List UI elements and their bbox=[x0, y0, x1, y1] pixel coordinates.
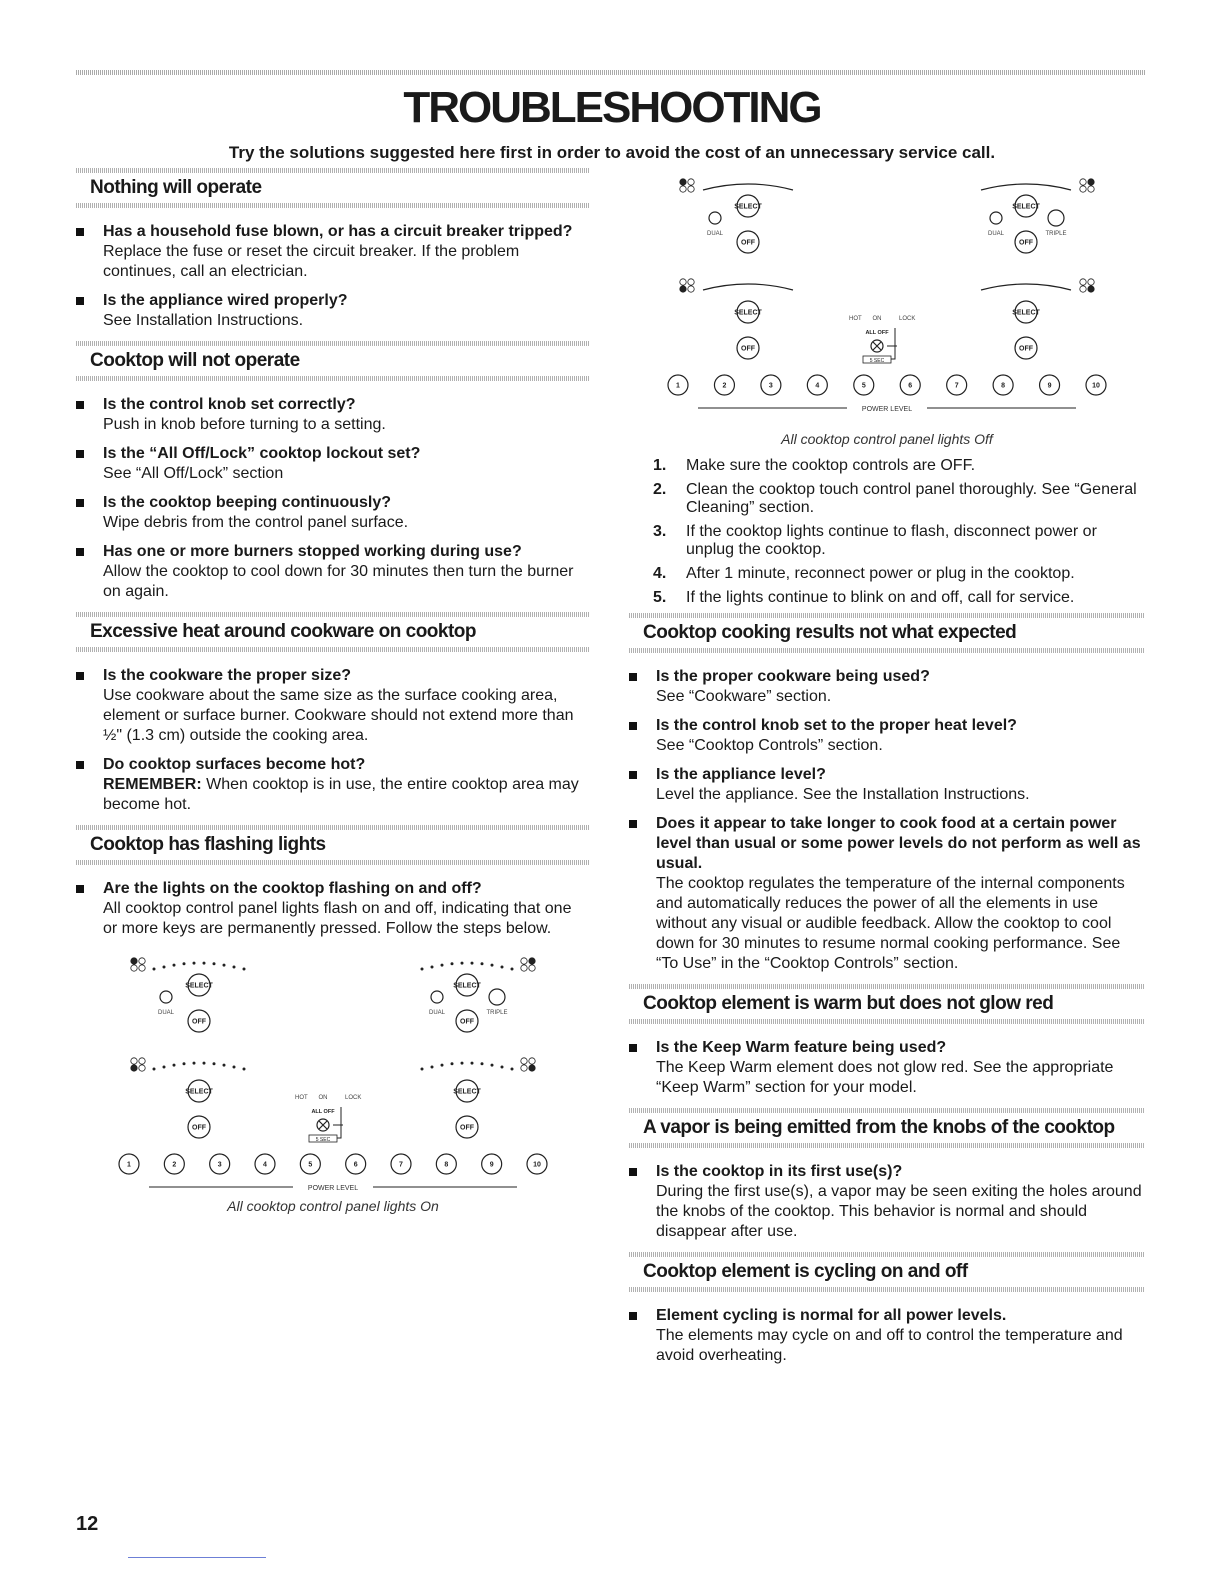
power-level-label: POWER LEVEL bbox=[307, 1185, 359, 1192]
section-excessive-heat bbox=[76, 612, 590, 815]
light-dot bbox=[203, 962, 206, 965]
all-off-label: ALL OFF bbox=[865, 330, 889, 336]
burner-indicator-icon bbox=[131, 1058, 145, 1071]
light-dot bbox=[153, 1068, 156, 1071]
light-dot bbox=[203, 1062, 206, 1065]
off-button-label: OFF bbox=[460, 1124, 474, 1132]
power-level-button-label: 2 bbox=[172, 1161, 177, 1169]
lock-label: LOCK bbox=[345, 1095, 362, 1101]
burner-dot bbox=[1088, 186, 1094, 192]
burner-dot bbox=[688, 279, 694, 285]
power-level-button-label: 8 bbox=[1001, 382, 1006, 390]
light-dot bbox=[243, 1068, 246, 1071]
section-cooktop-will-not-operate bbox=[76, 341, 590, 602]
list-item: Do cooktop surfaces become hot? REMEMBER: When cooktop is in use, the entire cooktop area may become hot. bbox=[76, 755, 590, 815]
bullet-icon bbox=[629, 1312, 637, 1320]
light-dot bbox=[441, 1064, 444, 1067]
light-dot bbox=[421, 1068, 424, 1071]
burner-dot bbox=[688, 186, 694, 192]
control-panel-illustration bbox=[76, 949, 590, 1199]
light-dot bbox=[471, 962, 474, 965]
triple-label: TRIPLE bbox=[486, 1010, 508, 1016]
burner-dot bbox=[1080, 279, 1086, 285]
light-dot bbox=[193, 1062, 196, 1065]
light-dot bbox=[431, 965, 434, 968]
bullet-icon bbox=[629, 1168, 637, 1176]
burner-dot bbox=[1080, 286, 1086, 292]
hot-label: HOT bbox=[849, 316, 862, 322]
burner-dot bbox=[131, 1065, 137, 1071]
section-flashing-lights bbox=[76, 825, 590, 939]
select-button-label: SELECT bbox=[1012, 309, 1040, 317]
on-label: ON bbox=[318, 1095, 328, 1101]
burner-dot bbox=[1088, 279, 1094, 285]
power-level-button-label: 8 bbox=[444, 1161, 449, 1169]
bullet-icon bbox=[629, 673, 637, 681]
power-level-button-label: 2 bbox=[722, 382, 727, 390]
burner-indicator-icon bbox=[1080, 179, 1094, 192]
all-off-label: ALL OFF bbox=[311, 1109, 335, 1115]
lock-label: LOCK bbox=[899, 316, 916, 322]
list-item: Has a household fuse blown, or has a circuit breaker tripped? Replace the fuse or reset the circuit breaker. If the problem continues, call an electrician. bbox=[76, 222, 590, 282]
control-panel-diagram-lights-off bbox=[629, 170, 1145, 447]
diagram-caption: All cooktop control panel lights On bbox=[227, 1198, 439, 1214]
light-dot bbox=[163, 1065, 166, 1068]
select-button-label: SELECT bbox=[734, 309, 762, 317]
burner-dot bbox=[131, 958, 137, 964]
step-item: 3. If the cooktop lights continue to flash, disconnect power or unplug the cooktop. bbox=[653, 523, 1097, 558]
zone-arc bbox=[703, 284, 793, 290]
diagram-caption: All cooktop control panel lights Off bbox=[781, 431, 993, 447]
burner-dot bbox=[131, 965, 137, 971]
burner-dot bbox=[688, 286, 694, 292]
power-level-button-label: 10 bbox=[533, 1161, 541, 1169]
burner-dot bbox=[521, 1058, 527, 1064]
burner-indicator-icon bbox=[680, 179, 694, 192]
page-number: 12 bbox=[76, 1513, 99, 1535]
burner-dot bbox=[529, 958, 535, 964]
burner-dot bbox=[529, 1058, 535, 1064]
list-item: Is the cooktop in its first use(s)? During the first use(s), a vapor may be seen exiting the holes around the knobs of the cooktop. This behavior is normal and should disappear after use. bbox=[629, 1162, 1145, 1242]
right-column bbox=[629, 170, 1145, 1376]
control-panel-diagram-lights-on bbox=[76, 949, 590, 1214]
light-dot bbox=[213, 962, 216, 965]
bullet-icon bbox=[629, 771, 637, 779]
burner-dot bbox=[131, 1058, 137, 1064]
dual-button bbox=[431, 991, 443, 1003]
list-item: Is the cookware the proper size? Use cookware about the same size as the surface cooking area, element or surface burner. Cookware should not extend more than ½" (1.3 cm) outside the cooking area. bbox=[76, 666, 590, 746]
section-heading: Cooktop cooking results not what expected bbox=[643, 622, 1017, 643]
section-warm-no-glow bbox=[629, 984, 1145, 1098]
section-cycling bbox=[629, 1252, 1145, 1366]
list-item: Is the appliance level? Level the appliance. See the Installation Instructions. bbox=[629, 765, 1145, 805]
five-sec-label: 5 SEC bbox=[869, 358, 885, 364]
list-item: Is the proper cookware being used? See “Cookware” section. bbox=[629, 667, 1145, 707]
triple-button bbox=[489, 989, 505, 1005]
burner-dot bbox=[680, 286, 686, 292]
section-heading: Nothing will operate bbox=[90, 177, 262, 198]
bullet-icon bbox=[629, 722, 637, 730]
burner-dot bbox=[529, 1065, 535, 1071]
burner-dot bbox=[529, 965, 535, 971]
list-item: Are the lights on the cooktop flashing on and off? All cooktop control panel lights flash on and off, indicating that one or more keys are permanently pressed. Follow the steps below. bbox=[76, 879, 590, 939]
burner-dot bbox=[680, 179, 686, 185]
burner-dot bbox=[680, 279, 686, 285]
bullet-icon bbox=[76, 761, 84, 769]
light-dot bbox=[173, 964, 176, 967]
light-dot bbox=[461, 962, 464, 965]
light-dot bbox=[431, 1065, 434, 1068]
bullet-icon bbox=[76, 401, 84, 409]
light-dot bbox=[183, 1062, 186, 1065]
dual-button bbox=[709, 212, 721, 224]
step-item: 2. Clean the cooktop touch control panel thoroughly. See “General Cleaning” section. bbox=[653, 481, 1137, 516]
light-dot bbox=[183, 962, 186, 965]
light-dot bbox=[421, 968, 424, 971]
power-level-button-label: 5 bbox=[861, 382, 866, 390]
bullet-icon bbox=[76, 672, 84, 680]
burner-dot bbox=[139, 958, 145, 964]
light-dot bbox=[501, 965, 504, 968]
dual-label: DUAL bbox=[987, 231, 1005, 237]
power-level-button-label: 5 bbox=[308, 1161, 313, 1169]
bullet-icon bbox=[76, 297, 84, 305]
power-level-button-label: 7 bbox=[399, 1161, 403, 1169]
list-item: Is the control knob set to the proper heat level? See “Cooktop Controls” section. bbox=[629, 716, 1145, 756]
power-level-button-label: 1 bbox=[676, 382, 680, 390]
select-size-button-label: SELECT bbox=[734, 203, 762, 211]
page-title: TROUBLESHOOTING bbox=[403, 83, 821, 132]
control-panel-illustration bbox=[629, 170, 1145, 420]
light-dot bbox=[491, 1064, 494, 1067]
list-item: Is the control knob set correctly? Push in knob before turning to a setting. bbox=[76, 395, 590, 435]
bullet-icon bbox=[76, 885, 84, 893]
light-dot bbox=[461, 1062, 464, 1065]
burner-dot bbox=[1080, 179, 1086, 185]
light-dot bbox=[223, 1064, 226, 1067]
triple-label: TRIPLE bbox=[1045, 231, 1067, 237]
section-heading: A vapor is being emitted from the knobs of the cooktop bbox=[643, 1117, 1115, 1138]
dual-label: DUAL bbox=[157, 1010, 175, 1016]
step-item: 5. If the lights continue to blink on and off, call for service. bbox=[653, 589, 1075, 606]
select-button-label: SELECT bbox=[185, 1088, 213, 1096]
burner-indicator-icon bbox=[521, 1058, 535, 1071]
burner-dot bbox=[688, 179, 694, 185]
light-dot bbox=[243, 968, 246, 971]
light-dot bbox=[511, 968, 514, 971]
light-dot bbox=[451, 962, 454, 965]
step-list bbox=[653, 457, 1145, 607]
section-nothing-will-operate bbox=[76, 168, 590, 331]
select-size-button-label: SELECT bbox=[185, 982, 213, 990]
light-dot bbox=[153, 968, 156, 971]
off-button-label: OFF bbox=[1019, 239, 1033, 247]
burner-dot bbox=[139, 1058, 145, 1064]
zone-arc bbox=[981, 184, 1071, 190]
step-item: 4. After 1 minute, reconnect power or plug in the cooktop. bbox=[653, 565, 1075, 582]
burner-dot bbox=[1080, 186, 1086, 192]
light-dot bbox=[471, 1062, 474, 1065]
off-button-label: OFF bbox=[192, 1018, 206, 1026]
power-level-button-label: 10 bbox=[1092, 382, 1100, 390]
footer-rule bbox=[128, 1557, 266, 1558]
light-dot bbox=[441, 964, 444, 967]
dual-button bbox=[160, 991, 172, 1003]
off-button-label: OFF bbox=[192, 1124, 206, 1132]
power-level-button-label: 6 bbox=[353, 1161, 358, 1169]
burner-dot bbox=[521, 958, 527, 964]
section-heading: Cooktop has flashing lights bbox=[90, 834, 326, 855]
section-vapor bbox=[629, 1108, 1145, 1242]
remember-label: REMEMBER: bbox=[103, 776, 202, 793]
power-level-label: POWER LEVEL bbox=[861, 406, 913, 413]
zone-arc bbox=[981, 284, 1071, 290]
power-level-button-label: 9 bbox=[489, 1161, 494, 1169]
section-heading: Cooktop will not operate bbox=[90, 350, 300, 371]
light-dot bbox=[213, 1062, 216, 1065]
off-button-label: OFF bbox=[741, 345, 755, 353]
power-level-button-label: 4 bbox=[263, 1161, 267, 1169]
light-dot bbox=[173, 1064, 176, 1067]
off-button-label: OFF bbox=[741, 239, 755, 247]
on-label: ON bbox=[872, 316, 882, 322]
light-dot bbox=[193, 962, 196, 965]
power-level-button-label: 3 bbox=[217, 1161, 222, 1169]
bullet-icon bbox=[76, 499, 84, 507]
light-dot bbox=[223, 964, 226, 967]
triple-button bbox=[1048, 210, 1064, 226]
light-dot bbox=[511, 1068, 514, 1071]
section-heading: Cooktop element is warm but does not glow red bbox=[643, 993, 1054, 1014]
dual-button bbox=[990, 212, 1002, 224]
page-subtitle: Try the solutions suggested here first in order to avoid the cost of an unnecessary service call. bbox=[228, 143, 996, 162]
section-heading: Excessive heat around cookware on cooktop bbox=[90, 621, 477, 642]
top-rule bbox=[76, 70, 1146, 75]
five-sec-label: 5 SEC bbox=[315, 1137, 331, 1143]
power-level-button-label: 4 bbox=[815, 382, 820, 390]
hot-label: HOT bbox=[295, 1095, 308, 1101]
left-column bbox=[76, 168, 590, 1214]
burner-indicator-icon bbox=[680, 279, 694, 292]
off-button-label: OFF bbox=[460, 1018, 474, 1026]
light-dot bbox=[233, 965, 236, 968]
light-dot bbox=[501, 1065, 504, 1068]
bullet-icon bbox=[629, 1044, 637, 1052]
power-level-button-label: 1 bbox=[127, 1161, 131, 1169]
power-level-button-label: 9 bbox=[1047, 382, 1052, 390]
power-level-button-label: 3 bbox=[768, 382, 773, 390]
burner-dot bbox=[1088, 286, 1094, 292]
bullet-icon bbox=[76, 450, 84, 458]
dual-label: DUAL bbox=[428, 1010, 446, 1016]
burner-indicator-icon bbox=[1080, 279, 1094, 292]
select-size-button-label: SELECT bbox=[1012, 203, 1040, 211]
list-item: Is the Keep Warm feature being used? The Keep Warm element does not glow red. See the appropriate “Keep Warm” section for your model. bbox=[629, 1038, 1145, 1098]
dual-label: DUAL bbox=[706, 231, 724, 237]
burner-dot bbox=[521, 965, 527, 971]
list-item: Element cycling is normal for all power levels. The elements may cycle on and off to control the temperature and avoid overheating. bbox=[629, 1306, 1145, 1366]
light-dot bbox=[233, 1065, 236, 1068]
light-dot bbox=[163, 965, 166, 968]
section-heading: Cooktop element is cycling on and off bbox=[643, 1261, 968, 1282]
power-level-button-label: 7 bbox=[954, 382, 959, 390]
zone-arc bbox=[703, 184, 793, 190]
select-button-label: SELECT bbox=[453, 1088, 481, 1096]
burner-dot bbox=[1088, 179, 1094, 185]
light-dot bbox=[481, 962, 484, 965]
step-item: 1. Make sure the cooktop controls are OFF. bbox=[653, 457, 976, 474]
burner-indicator-icon bbox=[521, 958, 535, 971]
list-item: Is the appliance wired properly? See Installation Instructions. bbox=[76, 291, 590, 331]
burner-indicator-icon bbox=[131, 958, 145, 971]
burner-dot bbox=[139, 1065, 145, 1071]
light-dot bbox=[481, 1062, 484, 1065]
burner-dot bbox=[680, 186, 686, 192]
section-cooking-results bbox=[629, 613, 1145, 974]
bullet-icon bbox=[76, 228, 84, 236]
burner-dot bbox=[521, 1065, 527, 1071]
bullet-icon bbox=[629, 820, 637, 828]
off-button-label: OFF bbox=[1019, 345, 1033, 353]
list-item: Does it appear to take longer to cook food at a certain power level than usual or some power levels do not perform as well as usual. The cooktop regulates the temperature of the internal components and automatically reduces the power of all the elements in use without any visual or audible feedback. Allow the cooktop to cool down for 30 minutes to resume normal cooking performance. See “To Use” in the “Cooktop Controls” section. bbox=[629, 814, 1145, 974]
power-level-button-label: 6 bbox=[908, 382, 913, 390]
burner-dot bbox=[139, 965, 145, 971]
select-size-button-label: SELECT bbox=[453, 982, 481, 990]
list-item: Is the cooktop beeping continuously? Wipe debris from the control panel surface. bbox=[76, 493, 590, 533]
light-dot bbox=[451, 1062, 454, 1065]
bullet-icon bbox=[76, 548, 84, 556]
light-dot bbox=[491, 964, 494, 967]
list-item: Is the “All Off/Lock” cooktop lockout set? See “All Off/Lock” section bbox=[76, 444, 590, 484]
list-item: Has one or more burners stopped working during use? Allow the cooktop to cool down for 30 minutes then turn the burner on again. bbox=[76, 542, 590, 602]
